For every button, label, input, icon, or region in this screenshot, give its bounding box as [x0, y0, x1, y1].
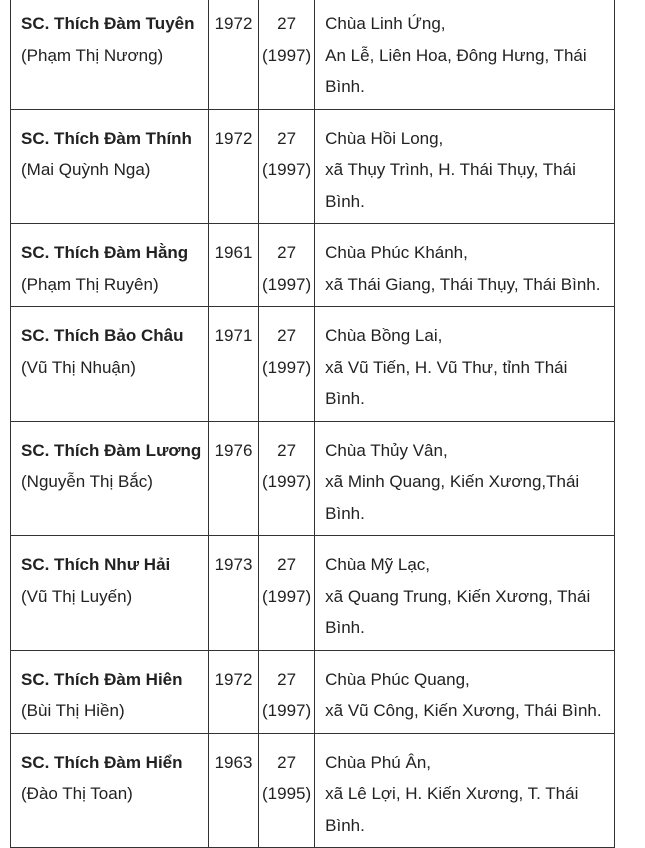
- temple-address: xã Thái Giang, Thái Thụy, Thái Bình.: [325, 274, 601, 294]
- age-cell: [259, 109, 315, 224]
- temple-name: Chùa Hồi Long,: [325, 128, 444, 148]
- lay-name: (Đào Thị Toan): [21, 784, 133, 803]
- temple-address: xã Thụy Trình, H. Thái Thụy, Thái Bình.: [325, 160, 576, 211]
- year-value: (1997): [262, 472, 312, 491]
- table-row: [11, 733, 615, 848]
- temple-address: xã Vũ Tiến, H. Vũ Thư, tỉnh Thái Bình.: [325, 357, 568, 408]
- temple-name: Chùa Phúc Khánh,: [325, 243, 468, 262]
- name-cell: [11, 0, 209, 109]
- age-value: 27: [277, 128, 297, 148]
- table-row: [11, 536, 615, 651]
- year-value: (1997): [262, 701, 312, 720]
- lay-name: (Nguyễn Thị Bắc): [21, 472, 153, 491]
- age-cell: [259, 650, 315, 733]
- dharma-name: SC. Thích Đàm Hiển: [21, 752, 183, 772]
- age-cell: [259, 307, 315, 422]
- age-value: 27: [277, 669, 297, 689]
- dharma-name: SC. Thích Đàm Thính: [21, 128, 192, 148]
- lay-name: (Phạm Thị Nương): [21, 45, 164, 65]
- lay-name: (Vũ Thị Luyến): [21, 586, 133, 606]
- birth-year-cell: 1963: [209, 733, 259, 848]
- age-cell: [259, 733, 315, 848]
- age-cell: [259, 536, 315, 651]
- age-value: 27: [277, 555, 297, 574]
- dharma-name: SC. Thích Đàm Hằng: [21, 243, 189, 262]
- dharma-name: SC. Thích Đàm Tuyên: [21, 14, 195, 33]
- name-cell: [11, 733, 209, 848]
- name-cell: [11, 224, 209, 307]
- temple-cell: [315, 421, 615, 536]
- table-row: [11, 421, 615, 536]
- dharma-name: SC. Thích Đàm Hiên: [21, 669, 183, 689]
- age-cell: [259, 0, 315, 109]
- lay-name: (Mai Quỳnh Nga): [21, 160, 151, 179]
- dharma-name: SC. Thích Bảo Châu: [21, 326, 184, 345]
- temple-cell: [315, 0, 615, 109]
- name-cell: [11, 307, 209, 422]
- nuns-table: [10, 0, 615, 848]
- dharma-name: SC. Thích Như Hải: [21, 555, 171, 574]
- temple-name: Chùa Phú Ân,: [325, 752, 431, 772]
- birth-year-cell: 1972: [209, 650, 259, 733]
- year-value: (1997): [262, 357, 312, 377]
- temple-address: xã Minh Quang, Kiến Xương,Thái Bình.: [325, 472, 580, 523]
- age-value: 27: [277, 440, 297, 460]
- name-cell: [11, 109, 209, 224]
- temple-address: xã Vũ Công, Kiến Xương, Thái Bình.: [325, 701, 602, 720]
- birth-year-cell: 1973: [209, 536, 259, 651]
- table-row: [11, 0, 615, 109]
- name-cell: [11, 421, 209, 536]
- table-row: [11, 307, 615, 422]
- temple-name: Chùa Bồng Lai,: [325, 326, 443, 345]
- nuns-table-body: [11, 0, 615, 848]
- temple-cell: [315, 536, 615, 651]
- birth-year-cell: 1972: [209, 109, 259, 224]
- birth-year-cell: 1972: [209, 0, 259, 109]
- age-value: 27: [277, 752, 297, 772]
- lay-name: (Bùi Thị Hiền): [21, 701, 125, 720]
- year-value: (1997): [262, 274, 312, 294]
- age-cell: [259, 421, 315, 536]
- table-row: [11, 224, 615, 307]
- temple-address: xã Quang Trung, Kiến Xương, Thái Bình.: [325, 586, 591, 637]
- age-value: 27: [277, 14, 297, 33]
- name-cell: [11, 536, 209, 651]
- temple-cell: [315, 307, 615, 422]
- birth-year-cell: 1971: [209, 307, 259, 422]
- birth-year-cell: 1976: [209, 421, 259, 536]
- age-value: 27: [277, 243, 297, 262]
- lay-name: (Vũ Thị Nhuận): [21, 357, 136, 377]
- name-cell: [11, 650, 209, 733]
- year-value: (1997): [262, 586, 312, 606]
- year-value: (1997): [262, 45, 312, 65]
- temple-cell: [315, 224, 615, 307]
- age-value: 27: [277, 326, 297, 345]
- temple-cell: [315, 733, 615, 848]
- table-row: [11, 650, 615, 733]
- temple-name: Chùa Thủy Vân,: [325, 440, 448, 460]
- year-value: (1997): [262, 160, 312, 179]
- lay-name: (Phạm Thị Ruyên): [21, 274, 159, 294]
- birth-year-cell: 1961: [209, 224, 259, 307]
- dharma-name: SC. Thích Đàm Lương: [21, 440, 202, 460]
- temple-name: Chùa Mỹ Lạc,: [325, 555, 431, 574]
- temple-name: Chùa Linh Ứng,: [325, 14, 446, 33]
- temple-cell: [315, 109, 615, 224]
- temple-address: An Lễ, Liên Hoa, Đông Hưng, Thái Bình.: [325, 45, 587, 96]
- temple-name: Chùa Phúc Quang,: [325, 669, 470, 689]
- table-row: [11, 109, 615, 224]
- temple-address: xã Lê Lợi, H. Kiến Xương, T. Thái Bình.: [325, 784, 579, 835]
- age-cell: [259, 224, 315, 307]
- temple-cell: [315, 650, 615, 733]
- year-value: (1995): [262, 784, 312, 803]
